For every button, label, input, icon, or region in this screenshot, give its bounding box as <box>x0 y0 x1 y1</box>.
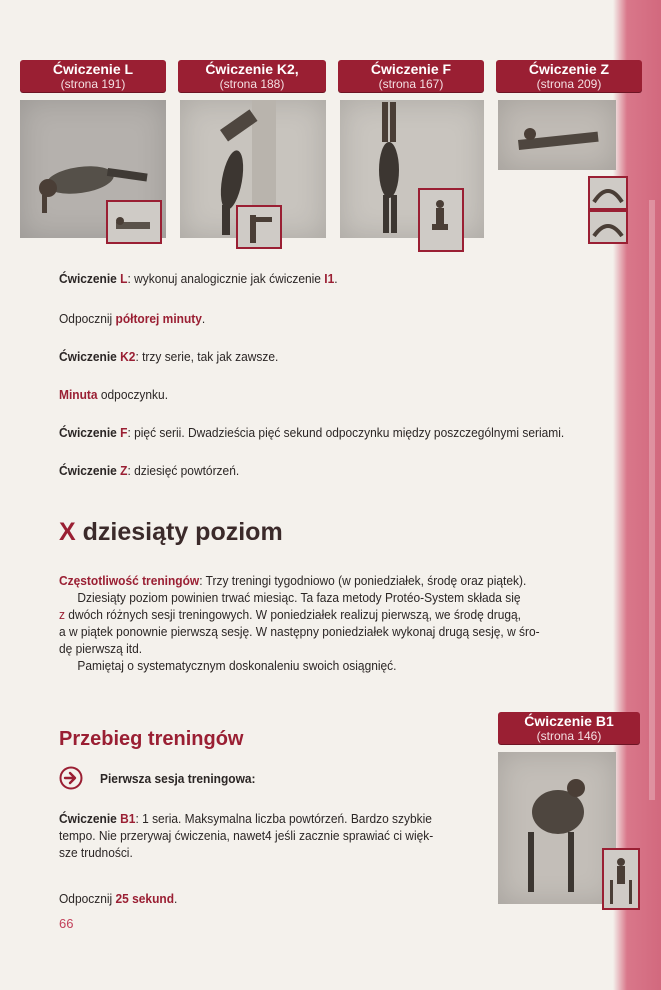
b1-paragraph: Ćwiczenie B1: 1 seria. Maksymalna liczba powtórzeń. Bardzo szybkie tempo. Nie przerywaj ćwiczenia, nawet4 jeśli zacznie sprawiać ci więk- sze trudności. <box>59 811 434 860</box>
bridge-small-figure-2 <box>590 212 626 242</box>
exercise-photo-b1 <box>498 752 616 904</box>
exercise-inset-l <box>106 200 162 244</box>
person-dips-small-figure <box>604 850 638 908</box>
line-rest-1: Odpocznij półtorej minuty. <box>59 311 206 326</box>
line-exercise-k2: Ćwiczenie K2: trzy serie, tak jak zawsze. <box>59 349 279 364</box>
first-session-label: Pierwsza sesja treningowa: <box>100 771 256 786</box>
person-stretch-small-figure <box>238 207 280 247</box>
person-dips-figure <box>498 752 616 904</box>
line-exercise-z: Ćwiczenie Z: dziesięć powtórzeń. <box>59 463 240 478</box>
arrow-right-circle-icon <box>59 766 83 790</box>
exercise-tag-f: Ćwiczenie F (strona 167) <box>338 60 484 92</box>
exercise-tag-l: Ćwiczenie L (strona 191) <box>20 60 166 92</box>
course-heading: Przebieg treningów <box>59 728 244 750</box>
exercise-tag-k2: Ćwiczenie K2, (strona 188) <box>178 60 326 92</box>
exercise-tag-z: Ćwiczenie Z (strona 209) <box>496 60 642 92</box>
line-exercise-f: Ćwiczenie F: pięć serii. Dwadzieścia pięć sekund odpoczynku między poszczególnymi seriami. <box>59 425 565 440</box>
page-edge-band <box>613 0 661 990</box>
section-heading: X dziesiąty poziom <box>59 518 283 546</box>
exercise-inset-f <box>418 188 464 252</box>
exercise-inset-b1 <box>602 848 640 910</box>
person-lying-figure <box>498 100 616 170</box>
exercise-photo-z <box>498 100 616 170</box>
exercise-inset-k2 <box>236 205 282 249</box>
page-number: 66 <box>59 916 74 931</box>
exercise-inset-z-bottom <box>588 210 628 244</box>
line-rest-2: Minuta odpoczynku. <box>59 387 169 402</box>
exercise-inset-z-top <box>588 176 628 210</box>
line-rest-3: Odpocznij 25 sekund. <box>59 891 178 906</box>
frequency-paragraph: Częstotliwość treningów: Trzy treningi tygodniowo (w poniedziałek, środę oraz piątek). Dziesiąty poziom powinien trwać miesiąc. Ta faza metody Protéo-System składa się z dwóch różnych sesji treningowych. W poniedziałek realizuj pierwszą, we środę drugą, a w piątek ponownie pierwszą sesję. W następny poniedziałek wykonaj drugą sesję, w śro- dę pierwszą itd. Pamiętaj o systematycznym doskonaleniu swoich osiągnięć. <box>59 573 540 673</box>
exercise-tag-b1: Ćwiczenie B1 (strona 146) <box>498 712 640 744</box>
person-plank-small-figure <box>108 202 160 242</box>
person-squat-small-figure <box>420 190 462 250</box>
bridge-small-figure <box>590 178 626 208</box>
line-exercise-l: Ćwiczenie L: wykonuj analogicznie jak ćwiczenie I1. <box>59 271 338 286</box>
